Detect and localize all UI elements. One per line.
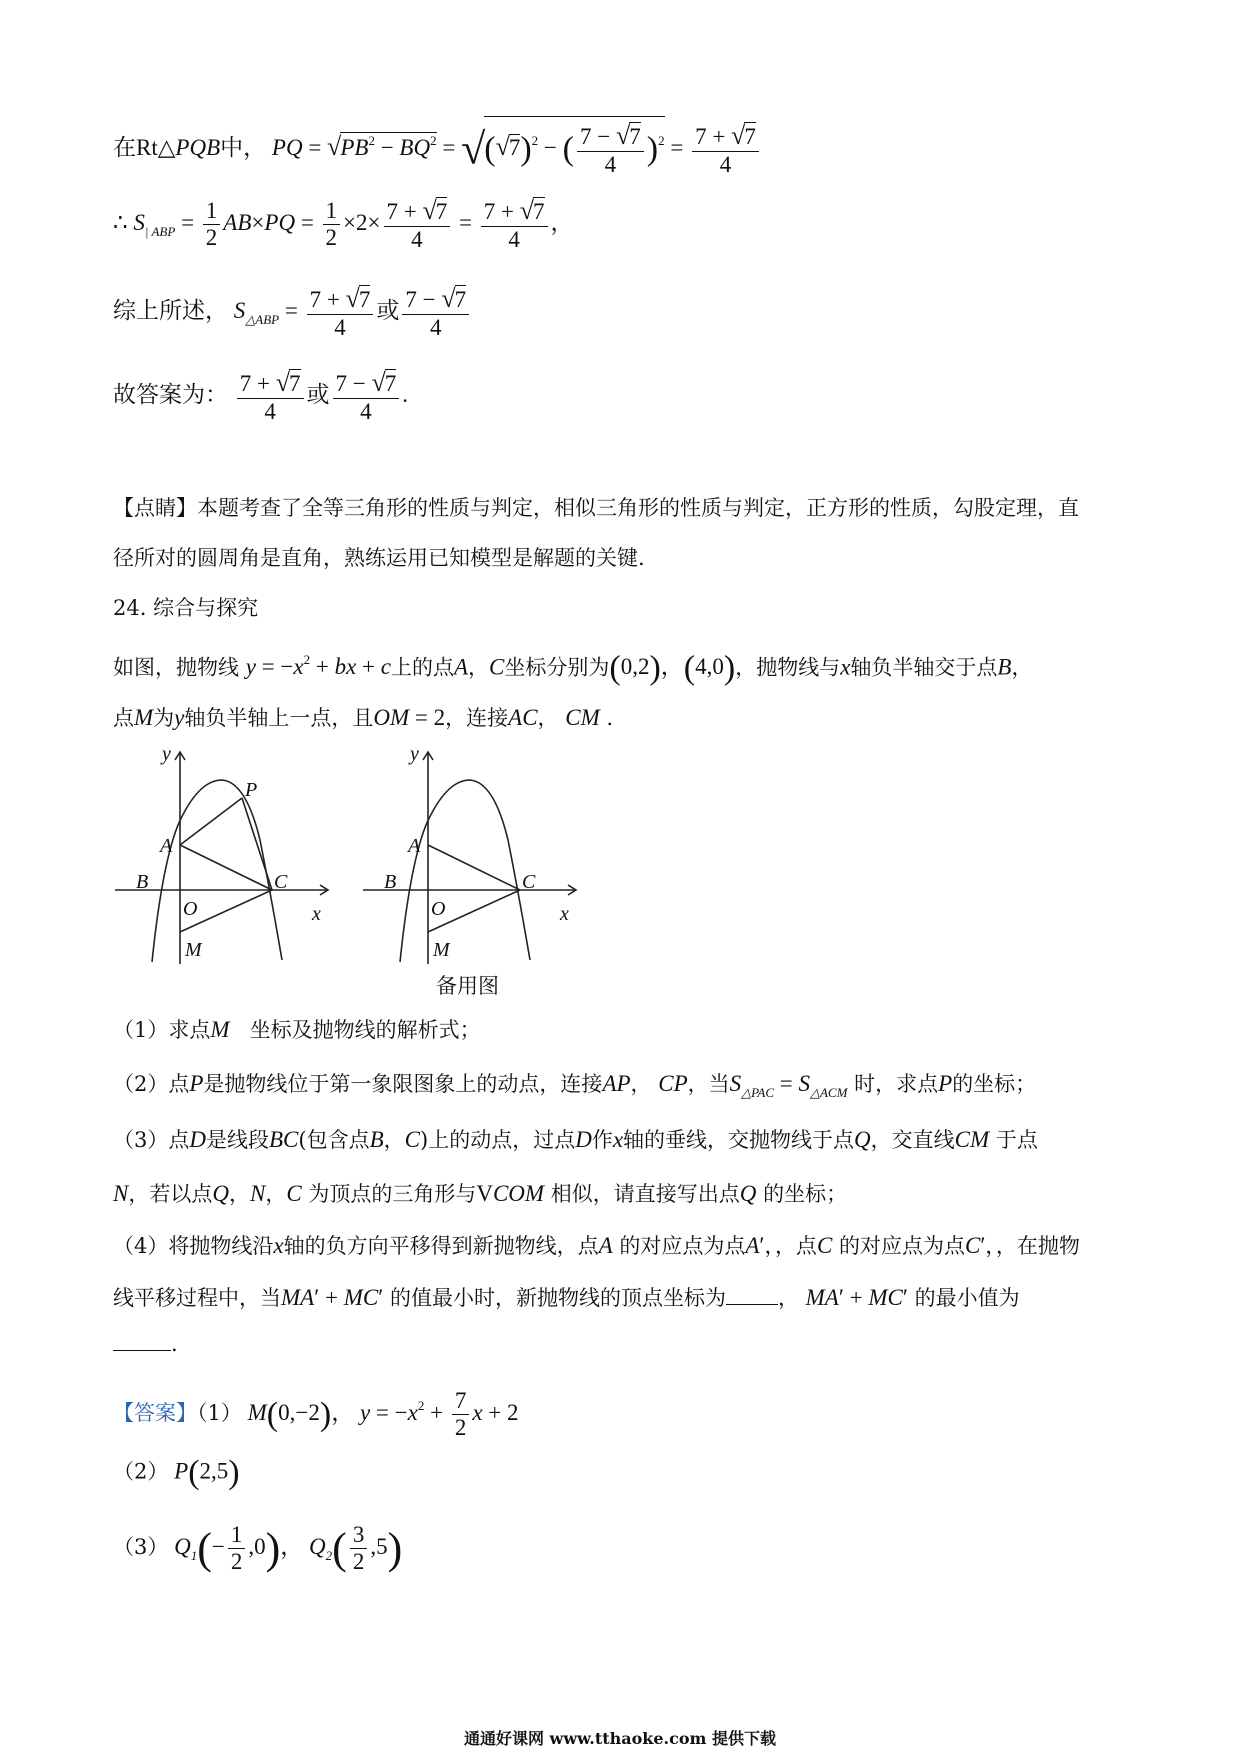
answer-blank-min[interactable] [113, 1332, 171, 1351]
text: 是抛物线位于第一象限图象上的动点，连接 [203, 1072, 603, 1096]
line-answer: 故答案为： $\frac{7 + √7}{4}$ 或 $\frac{7 - √7}{4}$ . [113, 368, 409, 424]
text: （2）点 [113, 1072, 190, 1096]
intro-line-1: 如图，抛物线 $y = -x^2$ + bx + c上的点A，C坐标分别为(0,2)，(4,0)，抛物线与x轴负半轴交于点B， [113, 650, 1033, 687]
text: 故答案为： [113, 381, 228, 407]
text: （2） [113, 1459, 169, 1484]
label-x: x [560, 903, 569, 925]
segment-ac [428, 845, 520, 890]
text: 相似，请直接写出点 [550, 1182, 740, 1206]
text: ，点 [774, 1234, 817, 1258]
text: 的对应点为点 [838, 1234, 965, 1258]
segment-cp [242, 798, 272, 890]
text: 在Rt△ [113, 134, 176, 160]
footer-text: 通通好课网 www.tthaoke.com 提供下载 [463, 1729, 777, 1748]
text: 轴负半轴上一点，且 [184, 706, 374, 730]
dianjing-line-1 [113, 498, 1079, 519]
label-b: B [136, 871, 149, 893]
text: 点 [113, 706, 134, 730]
q3-line-1: （3）点D是线段BC(包含点B，C)上的动点，过点D作x轴的垂线，交抛物线于点Q，交直线CM 于点 [113, 1127, 1038, 1152]
text: 的值最小时，新抛物线的顶点坐标为 [389, 1286, 726, 1310]
line-pq: 在Rt△PQB中， PQ = $√PB^2 - BQ^2 = √(√7)^2$ − ( $\frac{7 - √7}{4}$ )$^2$ = $\frac{7 + √7}{4}$ [113, 116, 762, 178]
figure-backup [358, 740, 583, 970]
text: 轴负半轴交于点 [850, 655, 998, 680]
text: 或 [306, 381, 330, 407]
text: ，交直线 [870, 1128, 955, 1152]
text: 线平移过程中，当 [113, 1286, 281, 1310]
text: ，若以点 [128, 1182, 213, 1206]
text: )上的动点，过点 [420, 1128, 576, 1152]
answer-2: （2） P(2,5) [113, 1454, 240, 1491]
text: 备用图 [436, 974, 499, 998]
text: 是线段 [206, 1128, 269, 1152]
label-c: C [274, 871, 288, 893]
intro-line-2: 点M为y轴负半轴上一点，且OM = 2，连接AC， CM . [113, 705, 614, 730]
text: 中， [220, 134, 267, 160]
q1-line: （1）求点M 坐标及抛物线的解析式； [113, 1017, 481, 1042]
text: 如图，抛物线 [113, 655, 239, 680]
text: ，当 [687, 1072, 730, 1096]
text: 径所对的圆周角是直角，熟练运用已知模型是解题的关键. [113, 546, 645, 570]
label-b: B [384, 871, 397, 893]
text: 时，求点 [854, 1072, 939, 1096]
text: 的坐标； [952, 1072, 1037, 1096]
text: 的最小值为 [914, 1286, 1020, 1310]
label-m: M [185, 939, 202, 961]
text: 轴的负方向平移得到新抛物线，点 [283, 1234, 599, 1258]
q24-title [113, 598, 258, 619]
parabola [152, 780, 282, 962]
text: 坐标及抛物线的解析式； [249, 1018, 481, 1042]
figure-main [110, 740, 335, 970]
text: 作 [591, 1128, 613, 1152]
text: ，抛物线与 [735, 655, 841, 680]
q2-line: （2）点P是抛物线位于第一象限图象上的动点，连接AP， CP，当$S_{\triangle PAC} = S_{\triangle ACM}$ 时，求点P的坐标； [113, 1071, 1037, 1100]
tag: 【点睛】 [113, 496, 197, 520]
text: 上的点 [390, 655, 454, 680]
text: 的对应点为点 [619, 1234, 746, 1258]
line-summary: 综上所述， $S_{\triangle ABP}$ = $\frac{7 + √7}{4}$ 或 $\frac{7 - √7}{4}$ [113, 284, 472, 341]
label-o: O [183, 898, 198, 920]
answer-tag: 【答案】 [113, 1401, 197, 1426]
text: ∴ [113, 209, 128, 235]
label-p: P [245, 779, 258, 801]
label-a: A [160, 835, 173, 857]
text: 于点 [995, 1128, 1038, 1152]
q4-line-3 [113, 1332, 178, 1355]
q4-line-2: 线平移过程中，当MA′ + MC′ 的值最小时，新抛物线的顶点坐标为 ， MA′ + MC′ 的最小值为 [113, 1285, 1020, 1310]
text: 的坐标； [763, 1182, 848, 1206]
text: PQB [175, 134, 221, 160]
label-m: M [433, 939, 450, 961]
text: ，在抛物 [995, 1234, 1080, 1258]
text: （4）将抛物线沿 [113, 1234, 274, 1258]
segment-ac [180, 845, 272, 890]
text: ，连接 [445, 706, 509, 730]
q4-line-1: （4）将抛物线沿x轴的负方向平移得到新抛物线，点A 的对应点为点A′，，点C 的对应点为点C′，，在抛物 [113, 1233, 1080, 1258]
answer-blank-vertex[interactable] [726, 1286, 778, 1305]
answer-1: 【答案】（1） M(0,−2)， $y = -x^2$ + $\frac{7}{2}$ x + 2 [113, 1388, 519, 1441]
q3-line-2: N，若以点Q，N，C 为顶点的三角形与VCOM 相似，请直接写出点Q 的坐标； [113, 1181, 848, 1206]
text: （1）求点 [113, 1018, 211, 1042]
text: . [171, 1332, 178, 1356]
line-area: ∴ $S_{| ABP}$ = $\frac{1}{2}$ AB×PQ = $\frac{1}{2}$ ×2× $\frac{7 + √7}{4}$ = $\frac{7 + √7}{4}$ ， [113, 196, 574, 252]
text: 本题考查了全等三角形的性质与判定，相似三角形的性质与判定，正方形的性质，勾股定理，直 [197, 496, 1079, 520]
label-x: x [312, 903, 321, 925]
text: （3） [113, 1535, 169, 1560]
text: (包含点 [298, 1128, 370, 1152]
label-y: y [162, 743, 171, 765]
text: 坐标分别为 [504, 655, 610, 680]
text: 或 [376, 297, 400, 323]
label-o: O [431, 898, 446, 920]
text: 24. 综合与探究 [113, 596, 259, 620]
label-a: A [408, 835, 421, 857]
text: （1） [197, 1401, 242, 1426]
text: 综上所述， [113, 297, 228, 323]
label-y: y [410, 743, 419, 765]
text: 为 [153, 706, 175, 730]
parabola [400, 780, 530, 962]
label-c: C [522, 871, 536, 893]
figure-caption [436, 976, 499, 997]
text: 轴的垂线，交抛物线于点 [623, 1128, 855, 1152]
answer-3: （3） $Q_1(-$ $\frac{1}{2}$ ,0)， $Q_2$( $\frac{3}{2}$ ,5) [113, 1522, 403, 1575]
dianjing-line-2 [113, 548, 645, 569]
text: （3）点 [113, 1128, 190, 1152]
text: 为顶点的三角形与 [308, 1182, 477, 1206]
footer [0, 1726, 1240, 1749]
